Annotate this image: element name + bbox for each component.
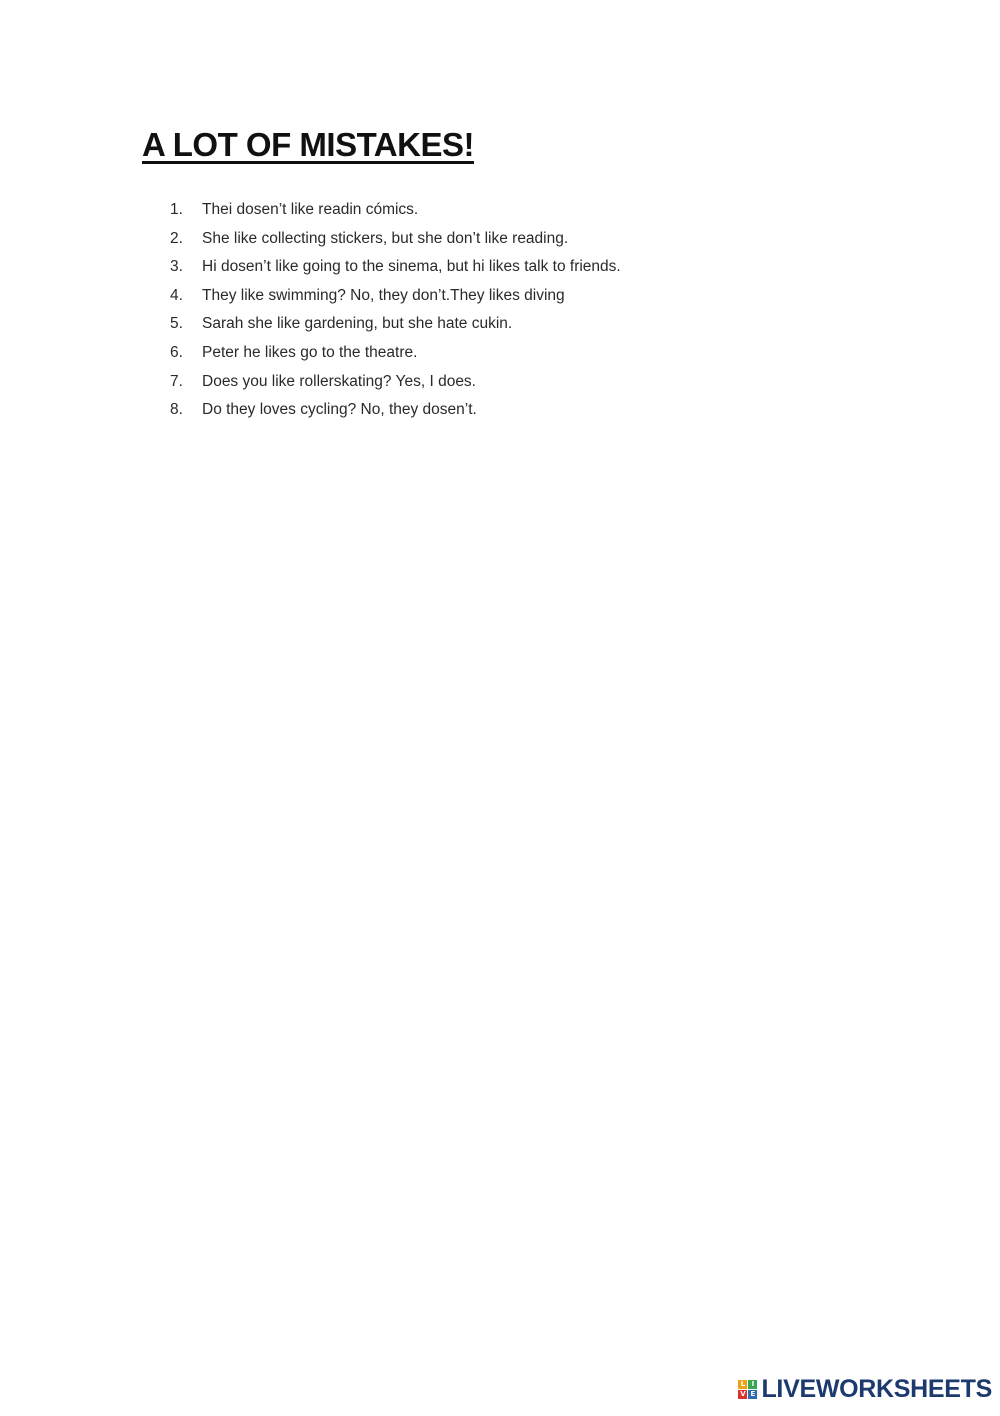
list-item [170,370,621,399]
list-item [170,284,621,313]
item-text: Hi dosen’t like going to the sinema, but hi likes talk to friends. [202,258,621,276]
item-number: 3. [170,258,183,276]
item-number: 6. [170,343,183,361]
item-text: Sarah she like gardening, but she hate cukin. [202,315,513,333]
item-text: Peter he likes go to the theatre. [202,343,418,361]
item-number: 5. [170,315,183,333]
worksheet-title: A LOT OF MISTAKES! [142,126,474,163]
item-text: She like collecting stickers, but she don’t like reading. [202,229,569,247]
brand-name: LIVEWORKSHEETS [761,1375,992,1403]
logo-letter: I [748,1380,757,1389]
item-number: 7. [170,372,183,390]
list-item [170,227,621,256]
item-text: Thei dosen’t like readin cómics. [202,201,419,218]
liveworksheets-logo-icon [738,1380,757,1399]
list-item [170,341,621,370]
item-number: 8. [170,401,183,419]
item-text: Does you like rollerskating? Yes, I does. [202,372,476,390]
mistakes-list [170,198,621,427]
item-number: 4. [170,286,183,304]
liveworksheets-brand [738,1375,992,1404]
logo-letter: L [738,1380,747,1389]
list-item [170,398,621,427]
logo-letter: V [740,1390,746,1398]
logo-letter: E [748,1390,757,1399]
list-item [170,255,621,284]
item-number: 2. [170,229,183,247]
item-text: They like swimming? No, they don’t.They likes diving [202,286,565,304]
list-item [170,312,621,341]
list-item [170,198,621,227]
item-number: 1. [170,201,183,218]
item-text: Do they loves cycling? No, they dosen’t. [202,401,477,419]
